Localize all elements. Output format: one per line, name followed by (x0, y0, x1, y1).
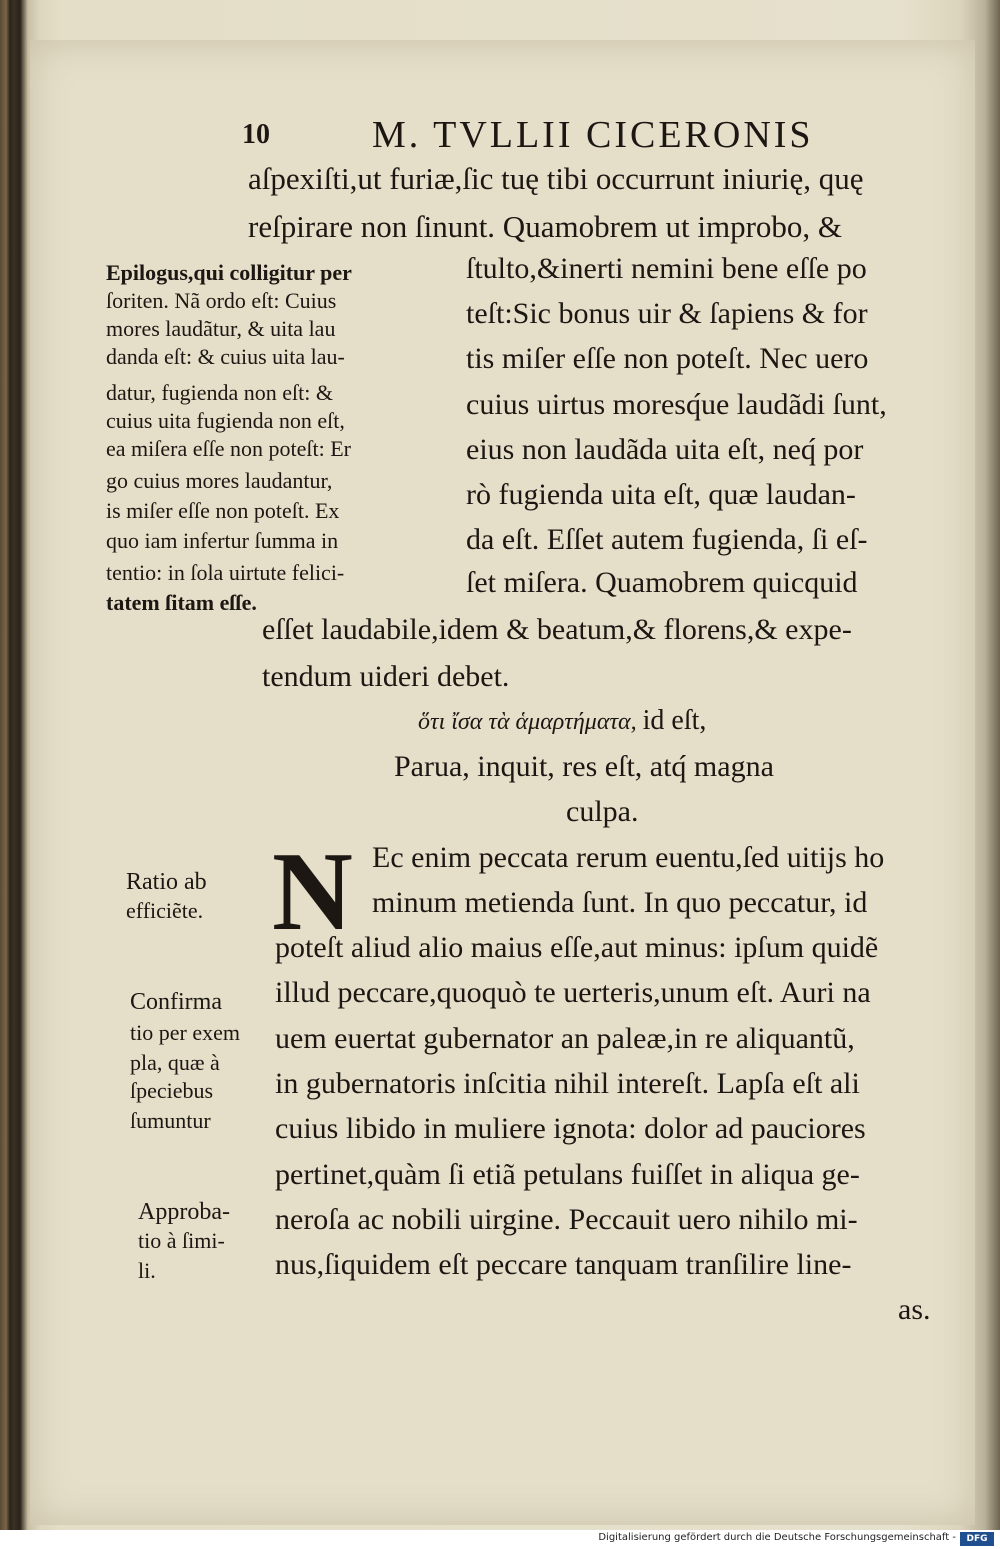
margin-note-approbatio-line: Approba- (138, 1199, 230, 1225)
drop-cap: N (272, 830, 353, 954)
margin-note-epilogus-line: datur, fugienda non eſt: & (106, 380, 334, 405)
greek-tail: id eſt, (642, 705, 707, 736)
greek-heading (418, 705, 706, 737)
text-line: teſt:Sic bonus uir & ſapiens & for (466, 297, 868, 330)
margin-note-confirmatio-line: pla, quæ à (130, 1050, 220, 1075)
text-line: uem euertat gubernator an paleæ,in re aliquantũ, (275, 1022, 855, 1055)
text-line: minum metienda ſunt. In quo peccatur, id (372, 886, 868, 919)
text-line: cuius uirtus moresq́ue laudãdi ſunt, (466, 388, 887, 421)
margin-note-epilogus-line: tentio: in ſola uirtute felici- (106, 560, 345, 585)
margin-note-confirmatio-line: ſpeciebus (130, 1078, 214, 1103)
text-line: reſpirare non ſinunt. Quamobrem ut improbo, & (248, 209, 843, 244)
text-line: Ec enim peccata rerum euentu,ſed uitijs ho (372, 841, 885, 874)
margin-note-ratio-line: efficiẽte. (126, 898, 204, 923)
text-line: tis miſer eſſe non poteſt. Nec uero (466, 342, 869, 375)
margin-note-epilogus-line: ſoriten. Nã ordo eſt: Cuius (106, 288, 337, 313)
text-line: ſtulto,&inerti nemini bene eſſe po (466, 252, 867, 285)
text-line: illud peccare,quoquò te uerteris,unum eſt. Auri na (275, 976, 871, 1009)
heading-line: culpa. (566, 795, 639, 828)
text-line: tendum uideri debet. (262, 660, 510, 693)
margin-note-confirmatio-line: tio per exem (130, 1020, 240, 1045)
text-line: in gubernatoris inſcitia nihil intereſt. Lapſa eſt ali (275, 1067, 860, 1100)
text-line: nus,ſiquidem eſt peccare tanquam tranſilire line- (275, 1248, 852, 1281)
margin-note-epilogus-line: is miſer eſſe non poteſt. Ex (106, 498, 340, 523)
page-number: 10 (242, 119, 270, 150)
margin-note-epilogus-line: go cuius mores laudantur, (106, 468, 333, 493)
text-line: pertinet,quàm ſi etiã petulans fuiſſet in aliqua ge- (275, 1158, 860, 1191)
text-line: poteſt aliud alio maius eſſe,aut minus: ipſum quidẽ (275, 931, 879, 964)
text-line: neroſa ac nobili uirgine. Peccauit uero nihilo mi- (275, 1203, 858, 1236)
margin-note-epilogus-line: tatem ſitam eſſe. (106, 590, 257, 615)
margin-note-ratio-line: Ratio ab (126, 869, 207, 895)
margin-note-epilogus-line: cuius uita fugienda non eſt, (106, 408, 345, 433)
margin-note-approbatio-line: li. (138, 1258, 156, 1283)
text-line: rò fugienda uita eſt, quæ laudan- (466, 478, 856, 511)
margin-note-epilogus-line: quo iam infertur ſumma in (106, 528, 339, 553)
running-title: M. TVLLII CICERONIS (372, 114, 814, 156)
margin-note-epilogus-line: danda eſt: & cuius uita lau- (106, 344, 345, 369)
greek-text: ὅτι ἴσα τὰ ἁμαρτήματα, (418, 709, 637, 735)
text-line: aſpexiſti,ut furiæ,ſic tuę tibi occurrunt iniurię, quę (248, 161, 864, 196)
text-line: eſſet laudabile,idem & beatum,& florens,& expe- (262, 613, 852, 646)
footer-bar (0, 1530, 1000, 1549)
footer-credit: Digitalisierung gefördert durch die Deutsche Forschungsgemeinschaft - (598, 1532, 956, 1543)
margin-note-epilogus-line: mores laudãtur, & uita lau (106, 316, 336, 341)
margin-note-confirmatio-line: Confirma (130, 989, 222, 1015)
text-line: cuius libido in muliere ignota: dolor ad pauciores (275, 1112, 866, 1145)
text-line: ſet miſera. Quamobrem quicquid (466, 566, 858, 599)
margin-note-confirmatio-line: ſumuntur (130, 1108, 211, 1133)
heading-line: Parua, inquit, res eſt, atq́ magna (394, 750, 774, 783)
dfg-logo: DFG (960, 1532, 994, 1546)
text-line: da eſt. Eſſet autem fugienda, ſi eſ- (466, 523, 868, 556)
text-line: eius non laudãda uita eſt, neq́ por (466, 433, 864, 466)
page-header (242, 113, 882, 157)
text-line: as. (898, 1293, 931, 1326)
margin-note-epilogus-line: ea miſera eſſe non poteſt: Er (106, 436, 351, 461)
margin-note-epilogus-line: Epilogus,qui colligitur per (106, 260, 352, 285)
margin-note-approbatio-line: tio à ſimi- (138, 1228, 225, 1253)
